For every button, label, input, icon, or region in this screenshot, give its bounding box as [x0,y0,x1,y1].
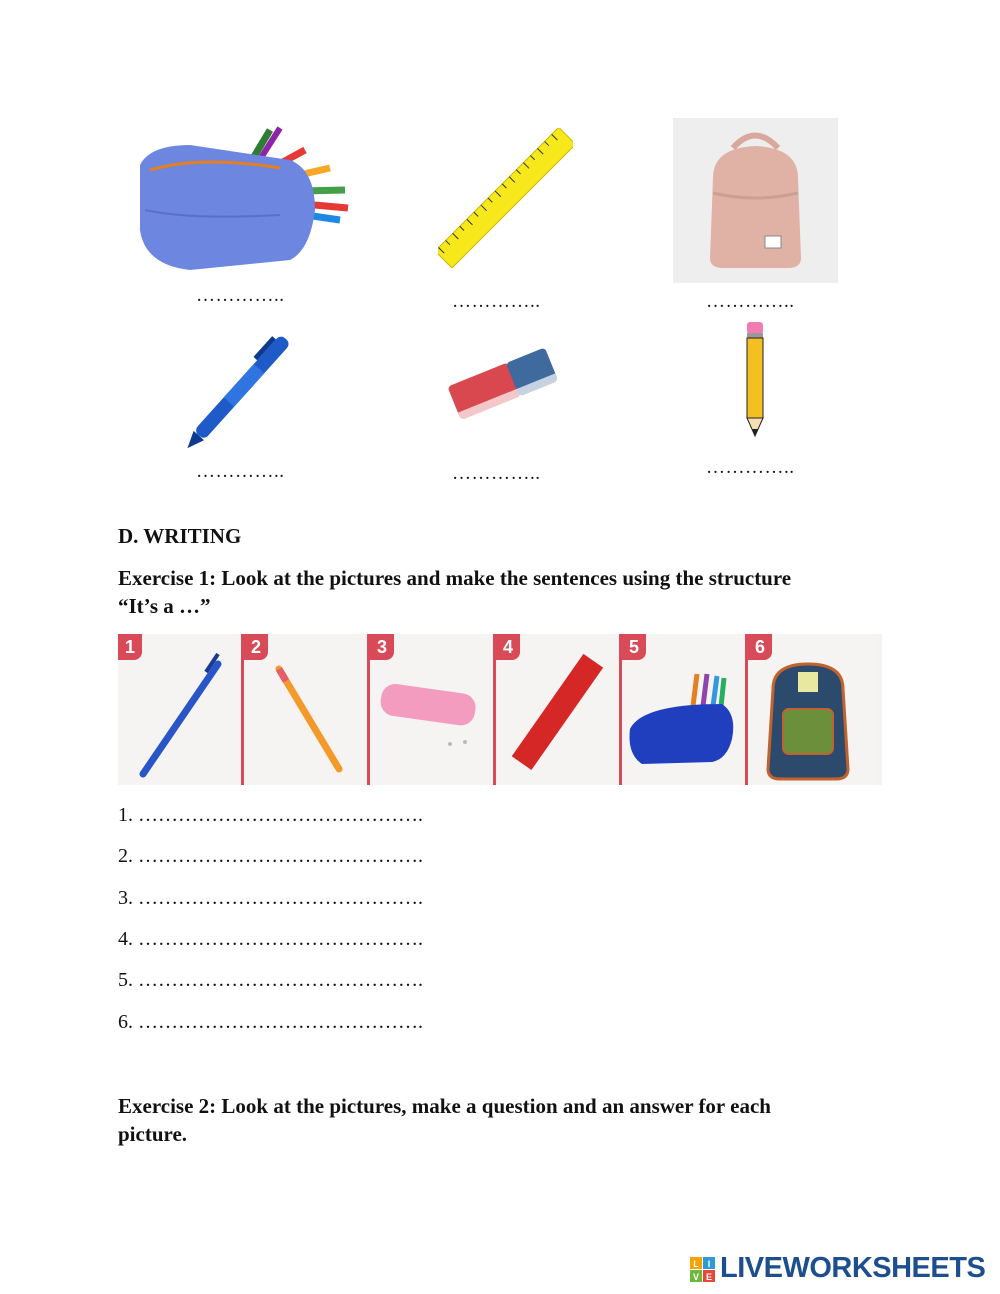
badge-letter-v: V [692,1272,700,1282]
strip-cell-6 [748,634,874,785]
strip-cell-4 [496,634,622,785]
answer-line-6[interactable]: 6. ……………………………………. [118,1011,423,1033]
strip-number-6: 6 [748,634,772,660]
eraser-picture [445,338,560,428]
blank-5[interactable]: ………….. [452,463,541,484]
blank-1[interactable]: ………….. [196,285,285,306]
strip-number-4: 4 [496,634,520,660]
badge-letter-e: E [705,1272,713,1282]
answer-line-5[interactable]: 5. ……………………………………. [118,969,423,991]
ruler-picture [438,128,573,268]
exercise1-title: Exercise 1: Look at the pictures and make the sentences using the structure [118,566,792,590]
blank-2[interactable]: ………….. [452,291,541,312]
liveworksheets-logo-text: LIVEWORKSHEETS [720,1252,986,1284]
liveworksheets-badge-icon [690,1257,716,1283]
blank-4[interactable]: ………….. [196,461,285,482]
strip-cell-1 [118,634,244,785]
strip-cell-5 [622,634,748,785]
strip-number-3: 3 [370,634,394,660]
answer-line-4[interactable]: 4. ……………………………………. [118,928,423,950]
pencil-case-picture [130,120,360,280]
pencil-picture [740,320,770,440]
liveworksheets-logo [690,1252,990,1286]
badge-letter-i: I [707,1259,711,1269]
strip-number-1: 1 [118,634,142,660]
backpack-picture [673,118,838,283]
strip-cell-2 [244,634,370,785]
strip-number-2: 2 [244,634,268,660]
blank-6[interactable]: ………….. [706,457,795,478]
strip-cell-3 [370,634,496,785]
exercise1-title-structure: “It’s a …” [118,594,211,618]
answer-line-3[interactable]: 3. ……………………………………. [118,887,423,909]
badge-letter-l: L [693,1259,699,1269]
answer-line-2[interactable]: 2. ……………………………………. [118,845,423,867]
exercise1-picture-strip [118,634,882,785]
section-title: D. WRITING [118,524,242,548]
blank-3[interactable]: ………….. [706,291,795,312]
pen-picture [180,315,315,450]
exercise2-title-cont: picture. [118,1122,188,1146]
strip-number-5: 5 [622,634,646,660]
answer-line-1[interactable]: 1. ……………………………………. [118,804,423,826]
exercise2-title: Exercise 2: Look at the pictures, make a question and an answer for each [118,1094,771,1118]
